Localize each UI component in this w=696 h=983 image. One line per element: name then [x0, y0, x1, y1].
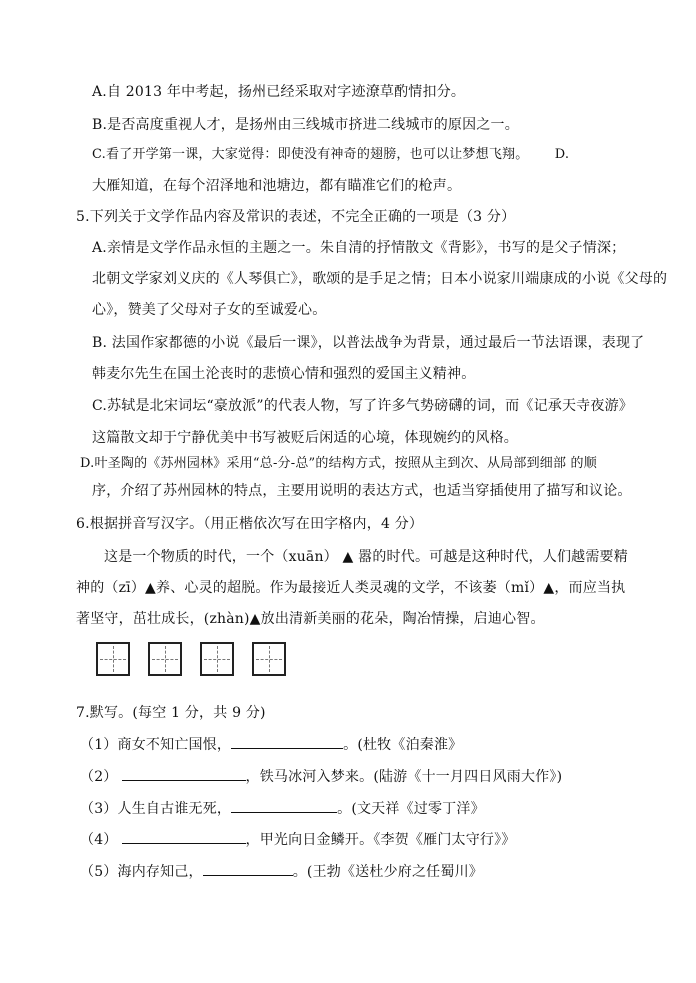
- q5-option-c-line2: 这篇散文却于宁静优美中书写被贬后闲适的心境，体现婉约的风格。: [92, 430, 518, 446]
- q5-option-a-line2: 北朝文学家刘义庆的《人琴俱亡》，歌颂的是手足之情；日本小说家川端康成的小说《父母的: [92, 271, 668, 287]
- q6-title: 6.根据拼音写汉字。（用正楷依次写在田字格内，4 分）: [76, 516, 424, 532]
- q6-passage-line1: 这是一个物质的时代，一个（xuān） ▲ 嚣的时代。可越是这种时代，人们越需要精: [104, 549, 628, 565]
- tian-grid-row: [96, 642, 286, 676]
- q7-item-3: [80, 798, 485, 819]
- q4-option-c-text: C.看了开学第一课，大家觉得：即使没有神奇的翅膀，也可以让梦想飞翔。: [92, 147, 529, 162]
- q7-item-2: [80, 766, 562, 787]
- q7-item-num: （1）: [80, 737, 118, 753]
- q7-item-before: 人生自古谁无死，: [117, 801, 232, 817]
- q7-item-1: [80, 734, 462, 755]
- q4-option-a: A.自 2013 年中考起，扬州已经采取对字迹潦草酌情扣分。: [92, 84, 466, 100]
- q7-item-after: ，铁马冰河入梦来。(陆游《十一月四日风雨大作》): [245, 769, 563, 785]
- answer-blank[interactable]: [122, 829, 246, 844]
- q5-title: 5.下列关于文学作品内容及常识的表述，不完全正确的一项是（3 分）: [76, 209, 516, 225]
- q5-option-b-line1: B. 法国作家都德的小说《最后一课》，以普法战争为背景，通过最后一节法语课，表现了: [92, 335, 645, 351]
- q5-option-a-line3: 心》，赞美了父母对子女的至诚爱心。: [92, 302, 327, 318]
- q5-option-a-line1: A.亲情是文学作品永恒的主题之一。朱自清的抒情散文《背影》，书写的是父子情深；: [92, 240, 626, 256]
- tian-grid-box[interactable]: [148, 642, 182, 676]
- q7-item-before: 商女不知亡国恨，: [117, 737, 232, 753]
- q7-item-num: （5）: [80, 864, 118, 880]
- q5-option-c-line1: C.苏轼是北宋词坛“豪放派”的代表人物，写了许多气势磅礴的词，而《记承天寺夜游》: [92, 398, 633, 414]
- q4-option-b: B.是否高度重视人才，是扬州由三线城市挤进二线城市的原因之一。: [92, 117, 519, 133]
- q7-item-after: 。(杜牧《泊秦淮》: [343, 737, 463, 753]
- answer-blank[interactable]: [231, 734, 343, 749]
- tian-grid-box[interactable]: [252, 642, 286, 676]
- tian-grid-box[interactable]: [200, 642, 234, 676]
- q7-item-after: 。(文天祥《过零丁洋》: [337, 801, 485, 817]
- q5-option-b-line2: 韩麦尔先生在国土沦丧时的悲愤心情和强烈的爱国主义精神。: [92, 366, 476, 382]
- q5-option-d-line1: D.叶圣陶的《苏州园林》采用“总-分-总”的结构方式，按照从主到次、从局部到细部 的顺: [80, 456, 597, 471]
- q7-item-num: （2）: [80, 769, 118, 785]
- q7-item-after: 。(王勃《送杜少府之任蜀川》: [292, 864, 483, 880]
- q7-item-num: （4）: [80, 832, 118, 848]
- q6-passage-line2: 神的（zī）▲养、心灵的超脱。作为最接近人类灵魂的文学，不该萎（mǐ）▲，而应当执: [76, 580, 626, 596]
- q4-option-d-label: D.: [554, 147, 570, 162]
- answer-blank[interactable]: [122, 766, 246, 781]
- q7-item-before: 海内存知己，: [117, 864, 203, 880]
- q7-item-num: （3）: [80, 801, 118, 817]
- answer-blank[interactable]: [203, 861, 293, 876]
- answer-blank[interactable]: [231, 798, 337, 813]
- q5-option-d-line2: 序，介绍了苏州园林的特点，主要用说明的表达方式，也适当穿插使用了描写和议论。: [92, 483, 632, 499]
- q7-item-5: [80, 861, 483, 882]
- q7-item-4: [80, 829, 516, 850]
- q4-option-c: [92, 145, 569, 165]
- tian-grid-box[interactable]: [96, 642, 130, 676]
- q6-passage-line3: 著坚守，茁壮成长，(zhàn)▲放出清新美丽的花朵，陶冶情操，启迪心智。: [76, 611, 545, 627]
- q7-item-after: ，甲光向日金鳞开。《李贺《雁门太守行》》: [245, 832, 516, 848]
- q7-title: 7.默写。(每空 1 分，共 9 分): [76, 705, 266, 721]
- q4-option-d: 大雁知道，在每个沼泽地和池塘边，都有瞄准它们的枪声。: [92, 178, 462, 194]
